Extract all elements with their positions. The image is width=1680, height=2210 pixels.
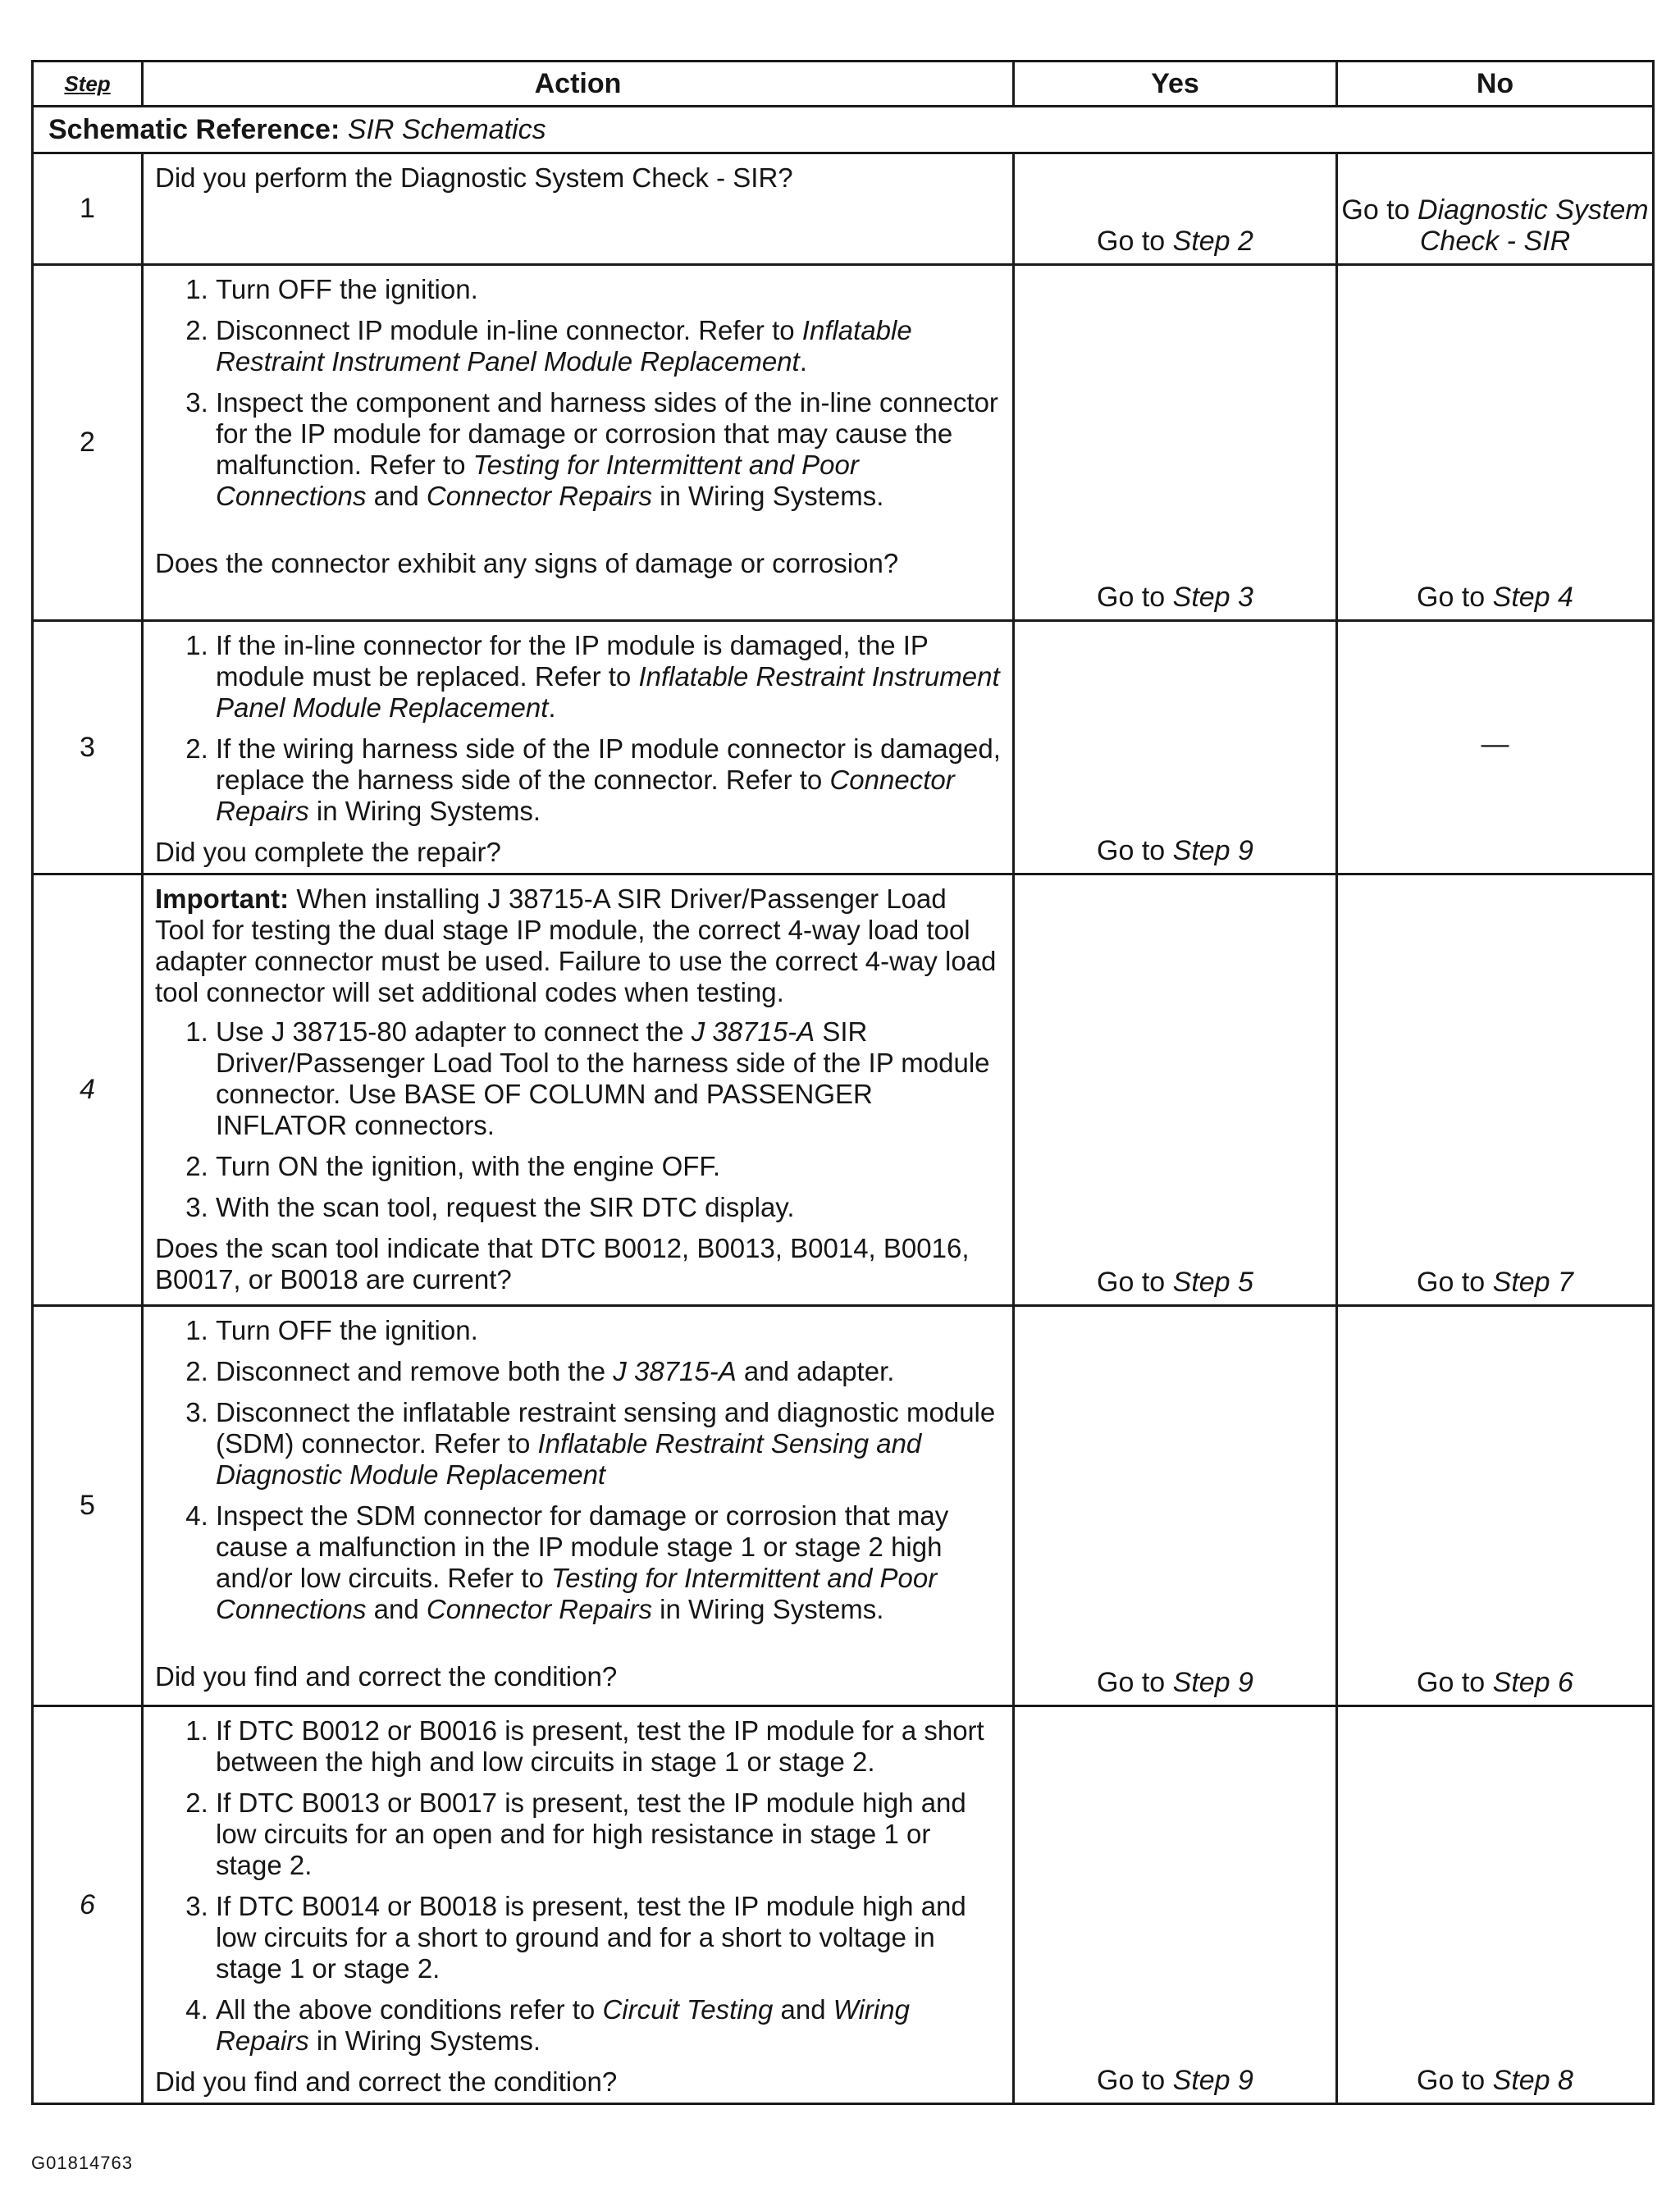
reference-link-text: Inflatable Restraint Sensing and Diagnostic Module Replacement bbox=[216, 1428, 922, 1490]
instruction-text: If DTC B0012 or B0016 is present, test the IP module for a short between the high and low circuits in stage 1 or stage 2. bbox=[216, 1715, 984, 1777]
goto-prefix: Go to bbox=[1097, 226, 1173, 257]
action-step-item bbox=[216, 1315, 1001, 1346]
action-question: Did you complete the repair? bbox=[155, 837, 501, 867]
instruction-text: and bbox=[366, 1594, 427, 1624]
header-yes: Yes bbox=[1014, 62, 1337, 107]
reference-link-text: Inflatable Restraint Instrument Panel Module Replacement bbox=[216, 661, 1000, 723]
instruction-text: Disconnect and remove both the bbox=[216, 1356, 614, 1386]
table-row bbox=[33, 1706, 1654, 2104]
header-row bbox=[33, 62, 1654, 107]
action-question: Did you find and correct the condition? bbox=[155, 1661, 618, 1692]
instruction-text: . bbox=[548, 692, 556, 723]
no-cell bbox=[1337, 153, 1654, 265]
action-step-item bbox=[216, 733, 1001, 827]
instruction-text: Disconnect the inflatable restraint sensing and diagnostic module (SDM) connector. Refer to bbox=[216, 1397, 996, 1459]
goto-target[interactable]: Step 6 bbox=[1492, 1667, 1573, 1698]
instruction-text: Inspect the SDM connector for damage or corrosion that may cause a malfunction in the IP module stage 1 or stage 2 high and/or low circuits. Refer to bbox=[216, 1500, 949, 1593]
action-question: Does the connector exhibit any signs of damage or corrosion? bbox=[155, 548, 899, 578]
action-step-item bbox=[216, 1151, 1001, 1182]
reference-link-text: Connector Repairs bbox=[216, 765, 955, 826]
goto-prefix: Go to bbox=[1097, 1267, 1173, 1298]
instruction-text: SIR Driver/Passenger Load Tool to the harness side of the IP module connector. Use BASE OF COLUMN and PASSENGER INFLATOR connectors. bbox=[216, 1016, 990, 1140]
instruction-text: Inspect the component and harness sides of the in-line connector for the IP module for damage or corrosion that may cause the malfunction. Refer to bbox=[216, 387, 998, 480]
goto-target[interactable]: Step 9 bbox=[1172, 2065, 1253, 2096]
goto-target[interactable]: Step 7 bbox=[1492, 1267, 1573, 1298]
goto-target[interactable]: Step 9 bbox=[1172, 835, 1253, 866]
action-steps-list bbox=[155, 630, 1001, 827]
yes-cell bbox=[1014, 1706, 1337, 2104]
figure-id: G01814763 bbox=[31, 2153, 133, 2173]
action-step-item bbox=[216, 1715, 1001, 1778]
goto-target[interactable]: Step 2 bbox=[1172, 226, 1253, 257]
action-cell bbox=[143, 1706, 1014, 2104]
reference-link-text: J 38715-A bbox=[613, 1356, 737, 1386]
header-no: No bbox=[1337, 62, 1654, 107]
action-step-item bbox=[216, 1356, 1001, 1387]
goto-prefix: Go to bbox=[1097, 1667, 1173, 1698]
goto-prefix: Go to bbox=[1417, 582, 1493, 613]
reference-link-text: Testing for Intermittent and Poor Connections bbox=[216, 1563, 938, 1624]
action-step-item bbox=[216, 1192, 1001, 1223]
action-steps-list bbox=[155, 1315, 1001, 1625]
table-row bbox=[33, 1306, 1654, 1706]
action-step-item bbox=[216, 1994, 1001, 2057]
instruction-text: in Wiring Systems. bbox=[652, 481, 884, 511]
goto-target[interactable]: Step 8 bbox=[1492, 2065, 1573, 2096]
reference-link-text: Wiring Repairs bbox=[216, 1994, 910, 2056]
yes-cell bbox=[1014, 265, 1337, 621]
action-step-item bbox=[216, 274, 1001, 305]
no-cell bbox=[1337, 1306, 1654, 1706]
action-cell bbox=[143, 1306, 1014, 1706]
action-steps-list bbox=[155, 1715, 1001, 2057]
yes-cell bbox=[1014, 621, 1337, 874]
table-row bbox=[33, 621, 1654, 874]
goto-prefix: Go to bbox=[1417, 1267, 1493, 1298]
action-step-item bbox=[216, 1397, 1001, 1491]
instruction-text: in Wiring Systems. bbox=[308, 2025, 541, 2056]
schematic-reference-label: Schematic Reference: bbox=[48, 113, 340, 145]
instruction-text: All the above conditions refer to bbox=[216, 1994, 603, 2025]
action-cell bbox=[143, 153, 1014, 265]
action-cell bbox=[143, 265, 1014, 621]
action-question: Did you find and correct the condition? bbox=[155, 2066, 618, 2097]
action-steps-list bbox=[155, 274, 1001, 512]
step-number: 4 bbox=[33, 874, 143, 1306]
table-row bbox=[33, 153, 1654, 265]
step-number: 2 bbox=[33, 265, 143, 621]
schematic-reference-row bbox=[33, 107, 1654, 153]
action-step-item bbox=[216, 1788, 1001, 1881]
goto-target[interactable]: Step 3 bbox=[1172, 582, 1253, 613]
yes-cell bbox=[1014, 153, 1337, 265]
instruction-text: and bbox=[773, 1994, 833, 2025]
action-question: Did you perform the Diagnostic System Check - SIR? bbox=[155, 162, 793, 193]
reference-link-text: Inflatable Restraint Instrument Panel Module Replacement bbox=[216, 315, 912, 377]
table-row bbox=[33, 874, 1654, 1306]
goto-target[interactable]: Diagnostic System Check - SIR bbox=[1418, 194, 1649, 257]
no-cell bbox=[1337, 1706, 1654, 2104]
action-cell bbox=[143, 874, 1014, 1306]
goto-target[interactable]: Step 4 bbox=[1492, 582, 1573, 613]
step-number: 1 bbox=[33, 153, 143, 265]
action-step-item bbox=[216, 315, 1001, 377]
instruction-text: If the wiring harness side of the IP module connector is damaged, replace the harness side of the connector. Refer to bbox=[216, 733, 1001, 795]
not-applicable-dash: — bbox=[1481, 728, 1509, 760]
action-step-item bbox=[216, 387, 1001, 512]
goto-prefix: Go to bbox=[1417, 2065, 1493, 2096]
instruction-text: If the in-line connector for the IP module is damaged, the IP module must be replaced. Refer to bbox=[216, 630, 929, 692]
goto-prefix: Go to bbox=[1097, 835, 1173, 866]
no-cell bbox=[1337, 874, 1654, 1306]
instruction-text: and adapter. bbox=[736, 1356, 895, 1386]
action-step-item bbox=[216, 1500, 1001, 1625]
instruction-text: If DTC B0013 or B0017 is present, test the IP module high and low circuits for an open and for high resistance in stage 1 or stage 2. bbox=[216, 1788, 966, 1880]
reference-link-text: J 38715-A bbox=[691, 1016, 815, 1047]
table-row bbox=[33, 265, 1654, 621]
instruction-text: Use J 38715-80 adapter to connect the bbox=[216, 1016, 692, 1047]
goto-target[interactable]: Step 9 bbox=[1172, 1667, 1253, 1698]
action-question: Does the scan tool indicate that DTC B0012, B0013, B0014, B0016, B0017, or B0018 are current? bbox=[155, 1233, 970, 1294]
instruction-text: Turn OFF the ignition. bbox=[216, 274, 478, 304]
action-step-item bbox=[216, 1891, 1001, 1984]
action-steps-list bbox=[155, 1016, 1001, 1223]
header-step: Step bbox=[33, 62, 143, 107]
goto-prefix: Go to bbox=[1097, 582, 1173, 613]
no-cell bbox=[1337, 621, 1654, 874]
reference-link-text: Testing for Intermittent and Poor Connections bbox=[216, 450, 859, 511]
instruction-text: in Wiring Systems. bbox=[652, 1594, 884, 1624]
important-note bbox=[155, 884, 1001, 1008]
important-text: When installing J 38715-A SIR Driver/Passenger Load Tool for testing the dual stage IP module, the correct 4-way load tool adapter connector must be used. Failure to use the correct 4-way load tool connector will set additional codes when testing. bbox=[155, 884, 997, 1007]
instruction-text: Disconnect IP module in-line connector. Refer to bbox=[216, 315, 802, 345]
important-label: Important: bbox=[155, 884, 290, 914]
action-step-item bbox=[216, 630, 1001, 724]
no-cell bbox=[1337, 265, 1654, 621]
step-number: 3 bbox=[33, 621, 143, 874]
instruction-text: If DTC B0014 or B0018 is present, test the IP module high and low circuits for a short to ground and for a short to voltage in stage 1 or stage 2. bbox=[216, 1891, 966, 1984]
action-step-item bbox=[216, 1016, 1001, 1141]
instruction-text: . bbox=[799, 346, 807, 377]
instruction-text: and bbox=[366, 481, 427, 511]
reference-link-text: Connector Repairs bbox=[426, 481, 652, 511]
goto-prefix: Go to bbox=[1417, 1667, 1493, 1698]
instruction-text: Turn OFF the ignition. bbox=[216, 1315, 478, 1345]
reference-link-text: Circuit Testing bbox=[602, 1994, 774, 2025]
schematic-reference-value: SIR Schematics bbox=[347, 113, 546, 145]
header-action: Action bbox=[143, 62, 1014, 107]
step-number: 5 bbox=[33, 1306, 143, 1706]
instruction-text: in Wiring Systems. bbox=[308, 796, 541, 826]
goto-prefix: Go to bbox=[1097, 2065, 1173, 2096]
yes-cell bbox=[1014, 1306, 1337, 1706]
goto-target[interactable]: Step 5 bbox=[1172, 1267, 1253, 1298]
yes-cell bbox=[1014, 874, 1337, 1306]
reference-link-text: Connector Repairs bbox=[426, 1594, 652, 1624]
step-number: 6 bbox=[33, 1706, 143, 2104]
instruction-text: Turn ON the ignition, with the engine OFF. bbox=[216, 1151, 721, 1181]
instruction-text: With the scan tool, request the SIR DTC display. bbox=[216, 1192, 795, 1222]
goto-prefix: Go to bbox=[1341, 194, 1418, 226]
diagnostic-table bbox=[31, 60, 1655, 2105]
action-cell bbox=[143, 621, 1014, 874]
